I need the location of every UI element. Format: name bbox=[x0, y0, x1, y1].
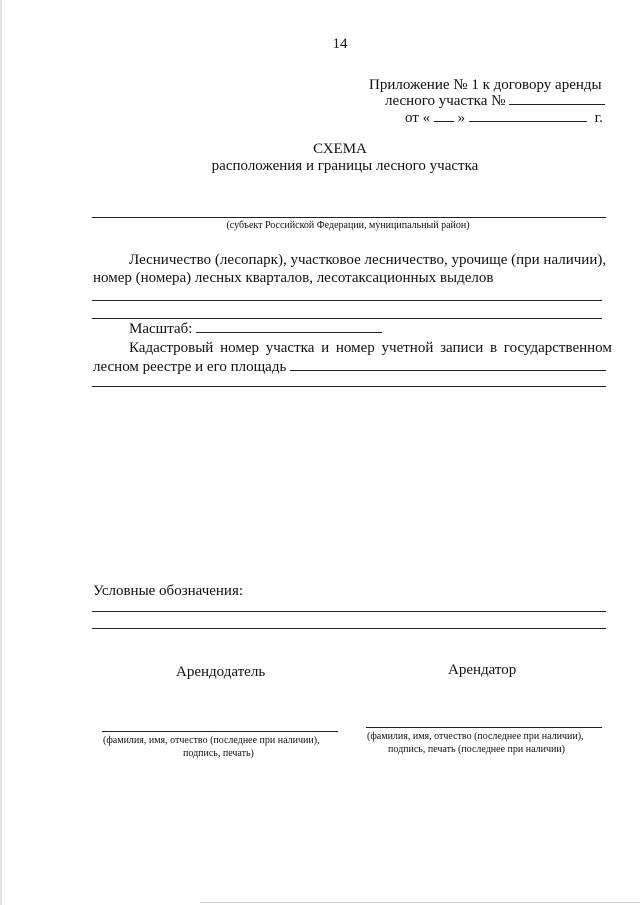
subject-line bbox=[92, 217, 606, 218]
scan-edge-mark-bottom bbox=[200, 902, 640, 903]
appendix-line-3 bbox=[405, 109, 603, 127]
forestry-blank-line-2 bbox=[92, 318, 602, 319]
contract-number-blank bbox=[509, 92, 605, 105]
date-prefix: от « bbox=[405, 110, 431, 126]
legend-blank-line-1 bbox=[92, 611, 606, 612]
document-title: СХЕМА bbox=[313, 141, 367, 157]
cadastral-line-2 bbox=[93, 358, 606, 376]
page-number: 14 bbox=[332, 36, 348, 52]
cadastral-line-1: Кадастровый номер участка и номер учетной записи в государственном bbox=[129, 340, 612, 356]
subject-caption: (субъект Российской Федерации, муниципальный район) bbox=[226, 220, 470, 231]
cadastral-line-2-text: лесном реестре и его площадь bbox=[93, 359, 287, 375]
lessor-caption-1: (фамилия, имя, отчество (последнее при наличии), bbox=[103, 735, 320, 746]
forestry-line-2: номер (номера) лесных кварталов, лесотаксационных выделов bbox=[93, 270, 494, 286]
scale-label: Масштаб: bbox=[129, 321, 193, 337]
legend-blank-line-2 bbox=[92, 628, 606, 629]
forestry-line-1: Лесничество (лесопарк), участковое лесничество, урочище (при наличии), bbox=[129, 252, 607, 268]
scale-blank bbox=[196, 320, 382, 333]
lessee-signature-line bbox=[366, 727, 602, 728]
cadastral-area-blank bbox=[290, 358, 606, 371]
scale-row bbox=[129, 320, 382, 338]
lessee-caption-1: (фамилия, имя, отчество (последнее при наличии), bbox=[367, 731, 584, 742]
day-blank bbox=[434, 109, 454, 122]
appendix-contract-label: лесного участка № bbox=[385, 93, 506, 109]
scan-edge-mark bbox=[0, 0, 2, 905]
forestry-blank-line-1 bbox=[92, 300, 602, 301]
legend-label: Условные обозначения: bbox=[93, 583, 244, 599]
month-year-blank bbox=[469, 109, 587, 122]
appendix-line-1: Приложение № 1 к договору аренды bbox=[369, 77, 602, 93]
date-suffix: г. bbox=[594, 110, 603, 126]
lessee-caption-2: подпись, печать (последнее при наличии) bbox=[388, 744, 566, 755]
appendix-line-2 bbox=[385, 92, 605, 110]
cadastral-blank-line bbox=[92, 386, 606, 387]
lessor-signature-line bbox=[102, 731, 338, 732]
lessee-title: Арендатор bbox=[448, 662, 517, 678]
lessor-title: Арендодатель bbox=[176, 664, 266, 680]
lessor-caption-2: подпись, печать) bbox=[183, 748, 254, 759]
document-subtitle: расположения и границы лесного участка bbox=[211, 158, 479, 174]
date-mid: » bbox=[457, 110, 466, 126]
